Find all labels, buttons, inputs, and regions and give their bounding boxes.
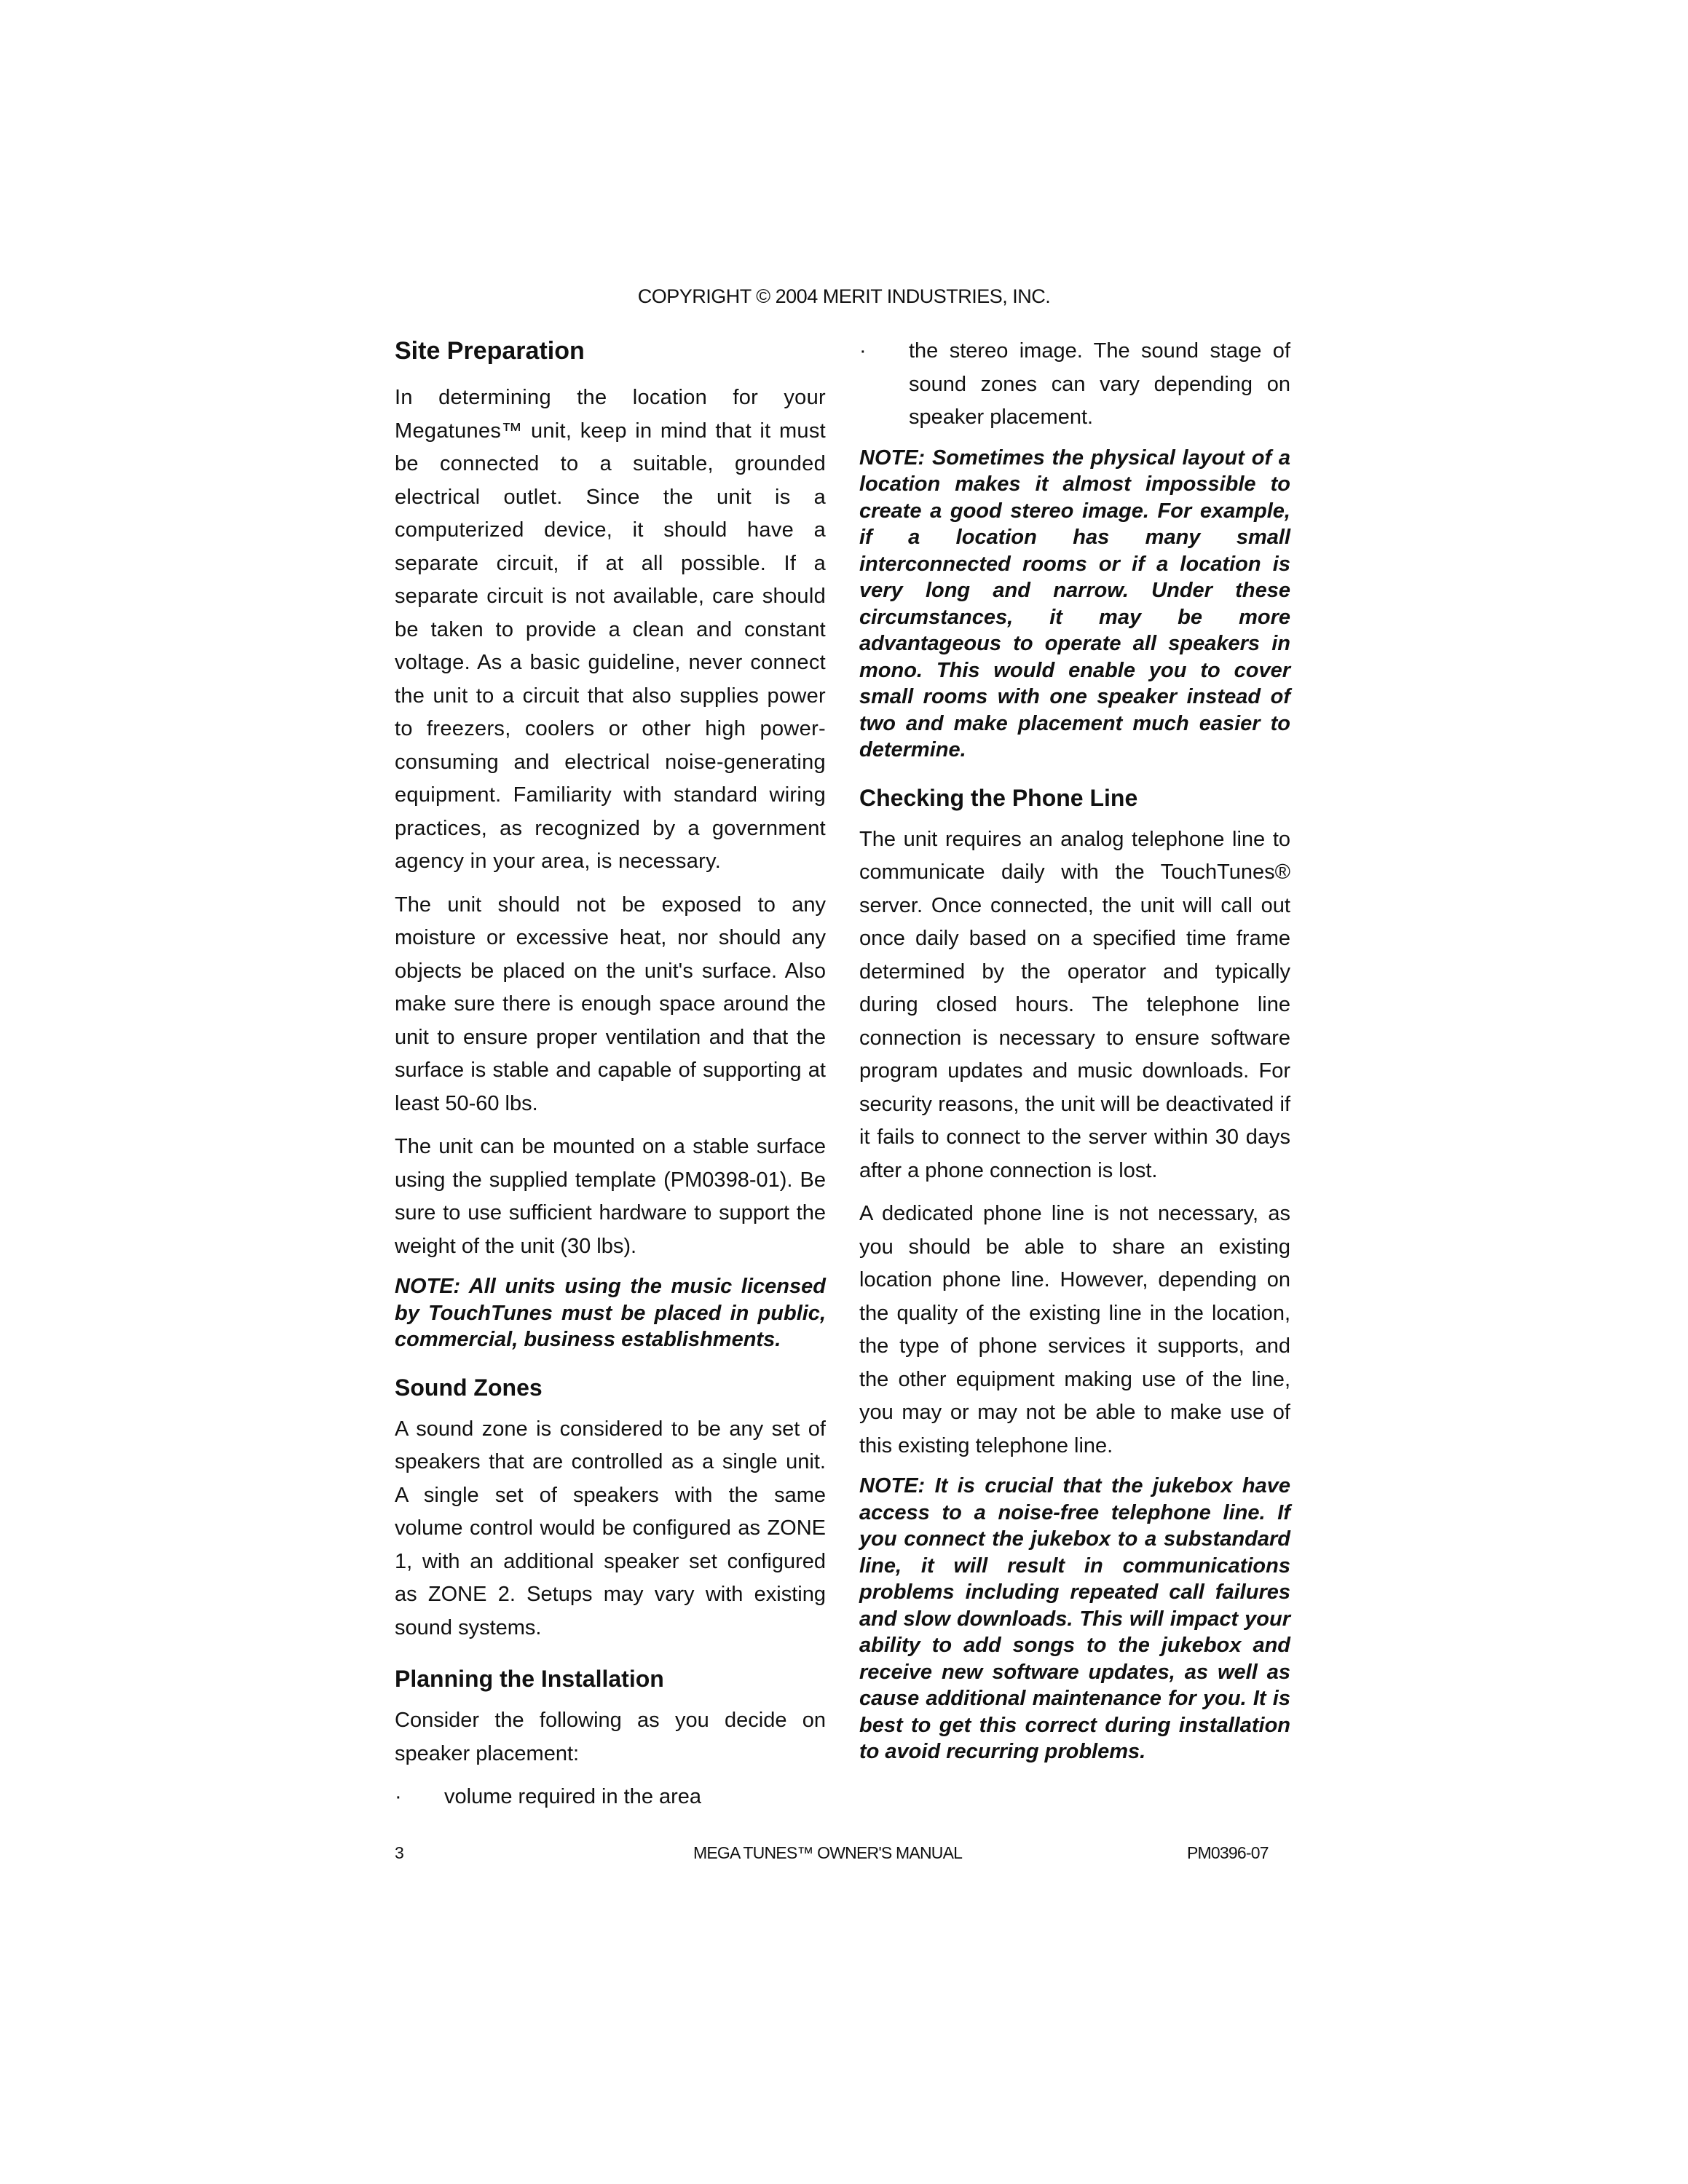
site-preparation-paragraph-3: The unit can be mounted on a stable surface using the supplied template (PM0398-01). Be sure to use sufficient hardware to support the weight of the unit (30 lbs). <box>395 1135 826 1258</box>
bullet-dot: · <box>859 339 867 363</box>
bullet-dot: · <box>395 1785 402 1808</box>
bullet-item-stereo <box>859 335 1290 435</box>
site-preparation-paragraph-1: In determining the location for your Megatunes™ unit, keep in mind that it must be connected to a suitable, grounded electrical outlet. Since the unit is a computerized device, it should have a separate circuit, if at all possible. If a separate circuit is not available, care should be taken to provide a clean and constant voltage. As a basic guideline, never connect the unit to a circuit that also supplies power to freezers, coolers or other high power-consuming and electrical noise-generating equipment. Familiarity with standard wiring practices, as recognized by a government agency in your area, is necessary. <box>395 386 826 873</box>
bullet-text-stereo: the stereo image. The sound stage of sound zones can vary depending on speaker placement. <box>909 339 1290 429</box>
section-title-phone-line: Checking the Phone Line <box>859 784 1138 811</box>
copyright-header: COPYRIGHT © 2004 MERIT INDUSTRIES, INC. <box>637 285 1051 307</box>
bullet-text-volume: volume required in the area <box>444 1785 702 1808</box>
section-title-site-preparation: Site Preparation <box>395 337 585 365</box>
sound-zones-paragraph: A sound zone is considered to be any set of speakers that are controlled as a single unit. A single set of speakers with the same volume control would be configured as ZONE 1, with an additional speaker set configured as ZONE 2. Setups may vary with existing sound systems. <box>395 1417 826 1639</box>
bullet-item-volume <box>395 1781 826 1814</box>
section-title-planning: Planning the Installation <box>395 1666 664 1692</box>
section-title-sound-zones: Sound Zones <box>395 1374 543 1401</box>
right-column <box>859 335 1290 1776</box>
phone-line-paragraph-1: The unit requires an analog telephone line to communicate daily with the TouchTunes® server. Once connected, the unit will call out once daily based on a specified time frame determined by the operator and typically during closed hours. The telephone line connection is necessary to ensure software program updates and music downloads. For security reasons, the unit will be deactivated if it fails to connect to the server within 30 days after a phone connection is lost. <box>859 827 1290 1182</box>
planning-paragraph: Consider the following as you decide on speaker placement: <box>395 1709 826 1765</box>
document-code: PM0396-07 <box>1187 1843 1269 1862</box>
site-preparation-note: NOTE: All units using the music licensed by TouchTunes must be placed in public, commercial, business establishments. <box>395 1275 826 1351</box>
site-preparation-paragraph-2: The unit should not be exposed to any moisture or excessive heat, nor should any objects be placed on the unit's surface. Also make sure there is enough space around the unit to ensure proper ventilation and that the surface is stable and capable of supporting at least 50-60 lbs. <box>395 893 826 1115</box>
phone-line-note: NOTE: It is crucial that the jukebox have access to a noise-free telephone line. If you connect the jukebox to a substandard line, it will result in communications problems including repeated call failures and slow downloads. This will impact your ability to add songs to the jukebox and receive new software updates, as well as cause additional maintenance for you. It is best to get this correct during installation to avoid recurring problems. <box>859 1474 1290 1763</box>
left-column <box>395 335 826 1824</box>
manual-title: MEGA TUNES™ OWNER'S MANUAL <box>693 1843 963 1862</box>
page-number: 3 <box>395 1843 403 1862</box>
phone-line-paragraph-2: A dedicated phone line is not necessary, as you should be able to share an existing location phone line. However, depending on the quality of the existing line in the location, the type of phone services it supports, and the other equipment making use of the line, you may or may not be able to make use of this existing telephone line. <box>859 1202 1290 1457</box>
stereo-image-note: NOTE: Sometimes the physical layout of a location makes it almost impossible to create a good stereo image. For example, if a location has many small interconnected rooms or if a location is very long and narrow. Under these circumstances, it may be more advantageous to operate all speakers in mono. This would enable you to cover small rooms with one speaker instead of two and make placement much easier to determine. <box>859 446 1290 761</box>
